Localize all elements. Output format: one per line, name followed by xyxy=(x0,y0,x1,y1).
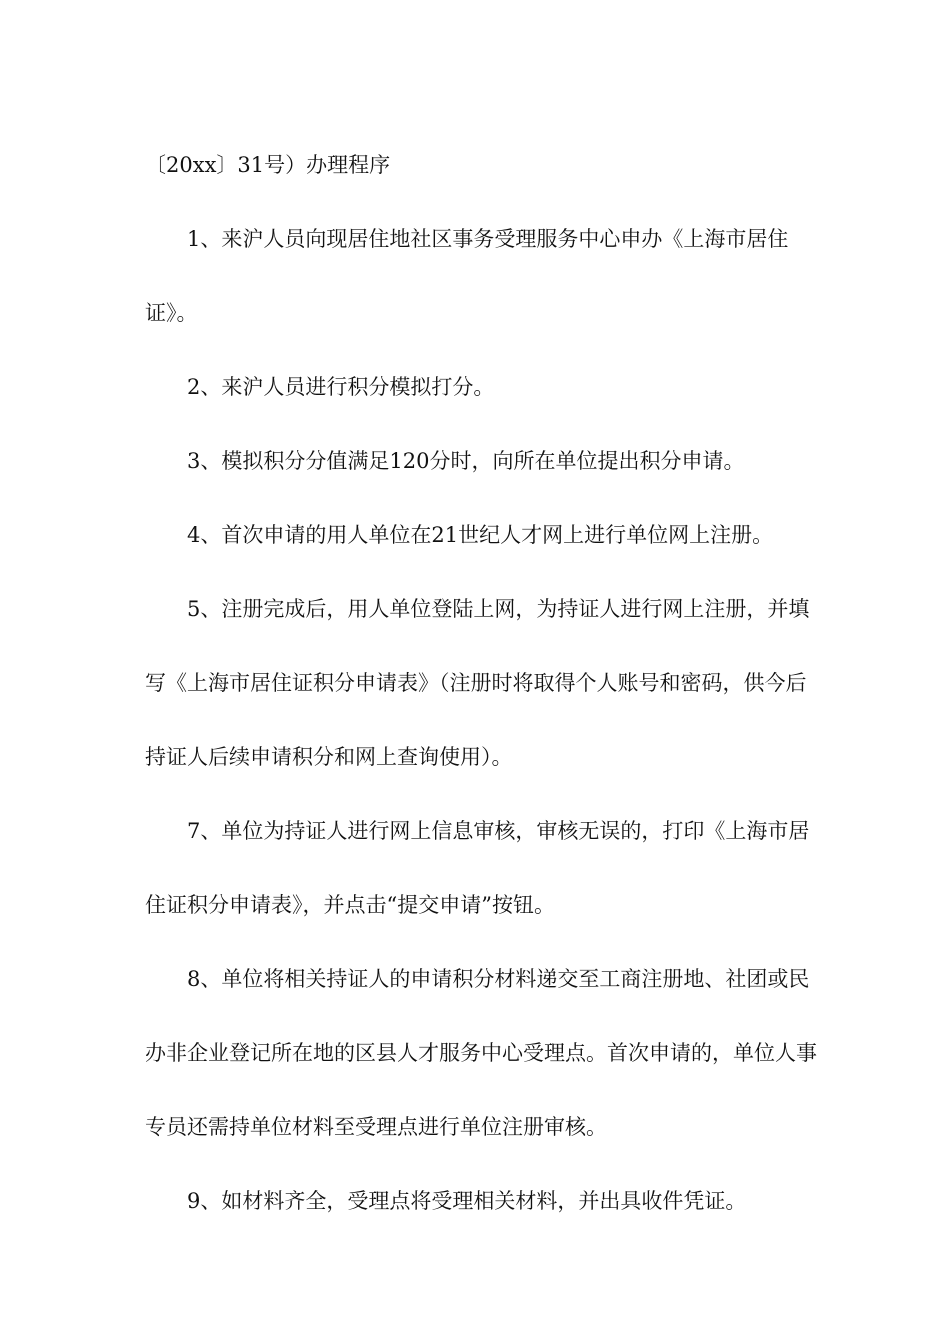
paragraph-step-2: 2、来沪人员进行积分模拟打分。 xyxy=(187,375,495,399)
paragraph-heading: 〔20xx〕31号）办理程序 xyxy=(145,153,391,177)
paragraph-step-1: 1、来沪人员向现居住地社区事务受理服务中心申办《上海市居住证》。 xyxy=(145,227,789,325)
document-body xyxy=(145,128,825,1238)
paragraph-step-5: 5、注册完成后，用人单位登陆上网，为持证人进行网上注册，并填写《上海市居住证积分申请表》（注册时将取得个人账号和密码，供今后持证人后续申请积分和网上查询使用）。 xyxy=(145,597,810,769)
paragraph-step-9: 9、如材料齐全，受理点将受理相关材料，并出具收件凭证。 xyxy=(187,1189,747,1213)
paragraph-step-4: 4、首次申请的用人单位在21世纪人才网上进行单位网上注册。 xyxy=(187,523,774,547)
paragraph-step-8: 8、单位将相关持证人的申请积分材料递交至工商注册地、社团或民办非企业登记所在地的区县人才服务中心受理点。首次申请的，单位人事专员还需持单位材料至受理点进行单位注册审核。 xyxy=(145,967,817,1139)
paragraph-step-7: 7、单位为持证人进行网上信息审核，审核无误的，打印《上海市居住证积分申请表》，并点击“提交申请”按钮。 xyxy=(145,819,810,917)
paragraph-step-3: 3、模拟积分分值满足120分时，向所在单位提出积分申请。 xyxy=(187,449,745,473)
